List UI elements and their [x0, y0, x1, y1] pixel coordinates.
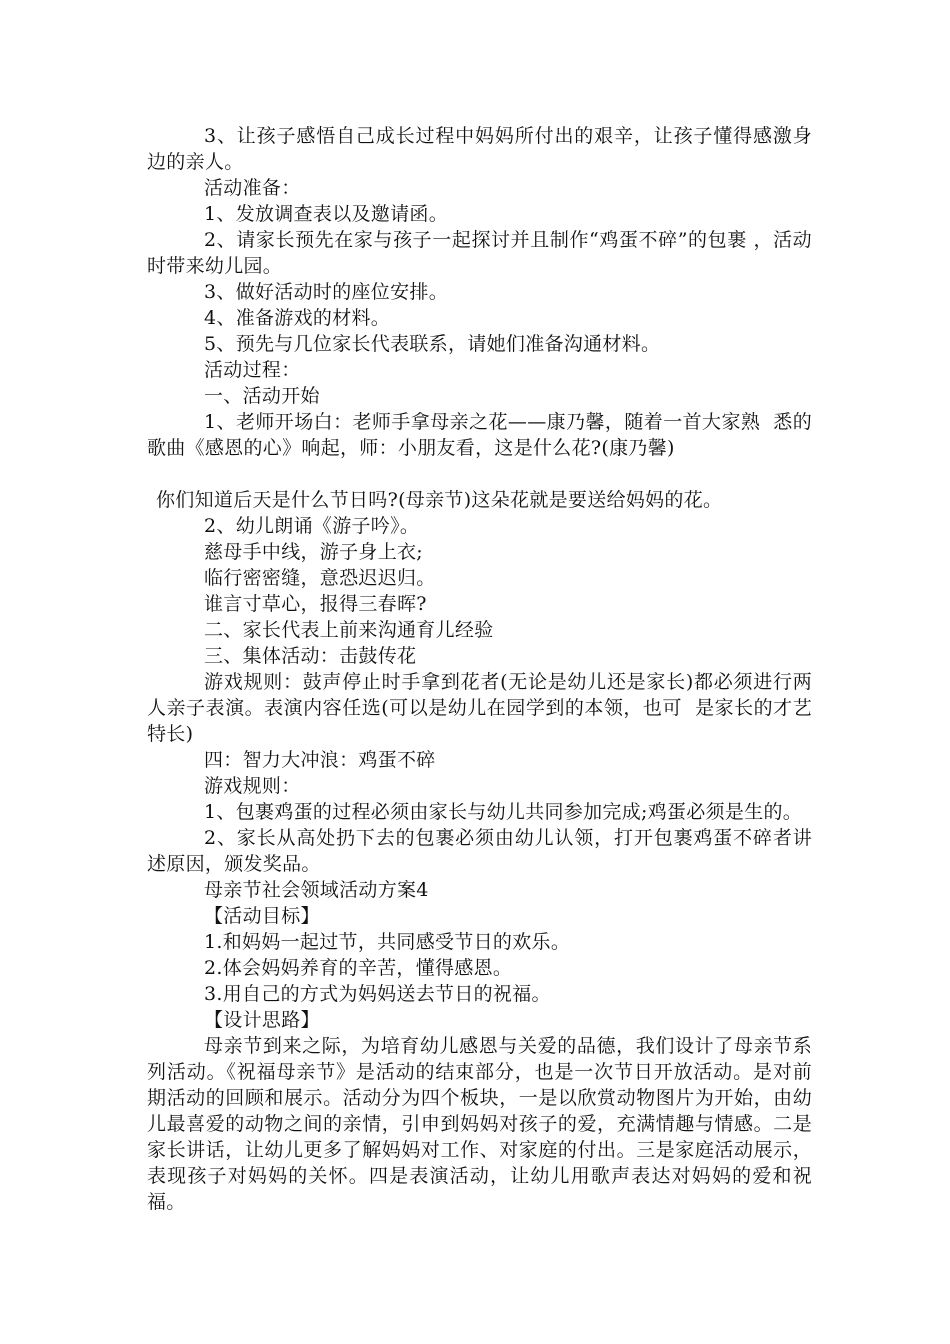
paragraph: 4、准备游戏的材料。	[204, 307, 391, 329]
paragraph: 游戏规则：鼓声停止时手拿到花者(无论是幼儿还是家长)都必须进行两人亲子表演。表演内容任选(可以是幼儿在园学到的本领，也可 是家长的才艺特长)	[147, 671, 812, 745]
paragraph: 2.体会妈妈养育的辛苦，懂得感恩。	[204, 957, 513, 979]
section-heading: 游戏规则：	[204, 775, 301, 797]
paragraph: 1.和妈妈一起过节，共同感受节日的欢乐。	[204, 931, 571, 953]
paragraph: 2、幼儿朗诵《游子吟》。	[204, 515, 420, 537]
paragraph: 1、包裹鸡蛋的过程必须由家长与幼儿共同参加完成;鸡蛋必须是生的。	[204, 801, 803, 823]
document-title: 母亲节社会领域活动方案4	[204, 879, 429, 901]
document-body	[147, 123, 812, 1215]
paragraph: 2、家长从高处扔下去的包裹必须由幼儿认领，打开包裹鸡蛋不碎者讲述原因，颁发奖品。	[147, 827, 812, 875]
paragraph: 3.用自己的方式为妈妈送去节日的祝福。	[204, 983, 551, 1005]
paragraph: 你们知道后天是什么节日吗?(母亲节)这朵花就是要送给妈妈的花。	[156, 489, 723, 511]
section-heading: 四：智力大冲浪：鸡蛋不碎	[204, 749, 436, 771]
paragraph: 3、让孩子感悟自己成长过程中妈妈所付出的艰辛，让孩子懂得感激身边的亲人。	[147, 125, 812, 173]
poem-line: 慈母手中线，游子身上衣;	[204, 541, 424, 563]
section-heading: 二、家长代表上前来沟通育儿经验	[204, 619, 494, 641]
section-heading: 三、集体活动：击鼓传花	[204, 645, 417, 667]
paragraph: 2、请家长预先在家与孩子一起探讨并且制作“鸡蛋不碎”的包裹 ，活动时带来幼儿园。	[147, 229, 812, 277]
section-heading: 活动过程：	[204, 359, 301, 381]
section-heading: 一、活动开始	[204, 385, 320, 407]
paragraph: 1、老师开场白：老师手拿母亲之花——康乃馨，随着一首大家熟 悉的歌曲《感恩的心》响起，师：小朋友看，这是什么花?(康乃馨)	[147, 411, 812, 459]
section-heading: 活动准备：	[204, 177, 301, 199]
paragraph: 母亲节到来之际，为培育幼儿感恩与关爱的品德，我们设计了母亲节系列活动。《祝福母亲节》是活动的结束部分，也是一次节日开放活动。是对前期活动的回顾和展示。活动分为四个板块，一是以欣赏动物图片为开始，由幼儿最喜爱的动物之间的亲情，引申到妈妈对孩子的爱，充满情趣与情感。二是家长讲话，让幼儿更多了解妈妈对工作、对家庭的付出。三是家庭活动展示，表现孩子对妈妈的关怀。四是表演活动，让幼儿用歌声表达对妈妈的爱和祝福。	[147, 1035, 812, 1213]
blank-line	[147, 461, 812, 487]
section-heading: 【设计思路】	[204, 1009, 320, 1031]
paragraph: 5、预先与几位家长代表联系，请她们准备沟通材料。	[204, 333, 661, 355]
paragraph: 1、发放调查表以及邀请函。	[204, 203, 448, 225]
poem-line: 临行密密缝，意恐迟迟归。	[204, 567, 436, 589]
section-heading: 【活动目标】	[204, 905, 320, 927]
poem-line: 谁言寸草心，报得三春晖?	[204, 593, 427, 615]
paragraph: 3、做好活动时的座位安排。	[204, 281, 448, 303]
